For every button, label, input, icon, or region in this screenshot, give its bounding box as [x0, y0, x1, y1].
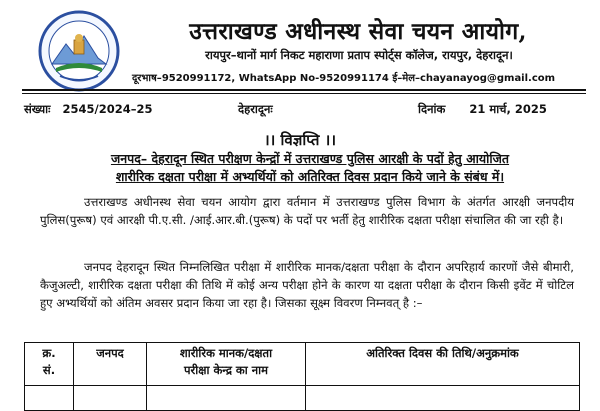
reference-label: संख्याः	[24, 102, 51, 116]
commission-title: उत्तराखण्ड अधीनस्थ सेवा चयन आयोग,	[189, 18, 527, 45]
date-value: 21 मार्च, 2025	[469, 102, 547, 116]
place: देहरादूनः	[238, 102, 273, 116]
notice-subject	[40, 150, 580, 186]
whatsapp-label: WhatsApp No-	[238, 73, 320, 84]
commission-address: रायपुर–थानों मार्ग निकट महाराणा प्रताप स्पोर्ट्स कॉलेज, रायपुर, देहरादून।	[205, 48, 513, 62]
header-divider-thick	[22, 89, 586, 91]
contact-line	[132, 70, 592, 84]
notice-heading: ।। विज्ञप्ति ।।	[263, 131, 337, 149]
col-district: जनपद	[74, 343, 147, 386]
issue-date	[418, 102, 547, 117]
email-address: chayanayog@gmail.com	[420, 73, 556, 84]
schedule-table	[24, 342, 580, 411]
reference-value: 2545/2024–25	[62, 102, 153, 116]
col-test-center: शारीरिक मानक/दक्षता परीक्षा केन्द्र का नाम	[147, 343, 306, 386]
email-label: ई–मेल–	[392, 73, 420, 84]
whatsapp-number: 9520991174	[319, 73, 389, 84]
date-label: दिनांक	[418, 102, 446, 116]
phone-number: 9520991172,	[161, 73, 236, 84]
paragraph-1: उत्तराखण्ड अधीनस्थ सेवा चयन आयोग द्वारा वर्तमान में उत्तराखण्ड पुलिस विभाग के अंतर्गत आरक्षी जनपदीय पुलिस(पुरूष) एवं आरक्षी पी.ए.सी. /आई.आर.बी.(पुरूष) के पदों पर भर्ती हेतु शारीरिक दक्षता परीक्षा संचालित की जा रही है।	[40, 195, 574, 227]
col-extra-day-date: अतिरिक्त दिवस की तिथि/अनुक्रमांक	[306, 343, 580, 386]
reference-number	[24, 102, 152, 117]
subject-line-1: जनपद– देहरादून स्थित परीक्षण केन्द्रों में उत्तराखण्ड पुलिस आरक्षी के पदों हेतु आयोजित	[110, 151, 510, 166]
table-header-row	[25, 343, 580, 386]
col-serial-number: क्र. सं.	[25, 343, 74, 386]
phone-label: दूरभाष–	[132, 73, 162, 84]
commission-emblem-logo	[38, 10, 120, 92]
subject-line-2: शारीरिक दक्षता परीक्षा में अभ्यर्थियों को अतिरिक्त दिवस प्रदान किये जाने के संबंध में।	[115, 169, 505, 184]
header-divider-thin	[22, 93, 586, 94]
paragraph-2: जनपद देहरादून स्थित निम्नलिखित परीक्षा में शारीरिक मानक/दक्षता परीक्षा के दौरान अपरिहार्य कारणों जैसे बीमारी, कैजुअल्टी, शारीरिक दक्षता परीक्षा की तिथि में कोई अन्य परीक्षा होने के कारण या दक्षता परीक्षा के दौरान किसी इवेंट में चोटिल हुए अभ्यर्थियों को अंतिम अवसर प्रदान किया जा रहा है। जिसका सूक्ष्म विवरण निम्नवत् है :–	[40, 260, 574, 310]
table-row	[25, 386, 580, 411]
